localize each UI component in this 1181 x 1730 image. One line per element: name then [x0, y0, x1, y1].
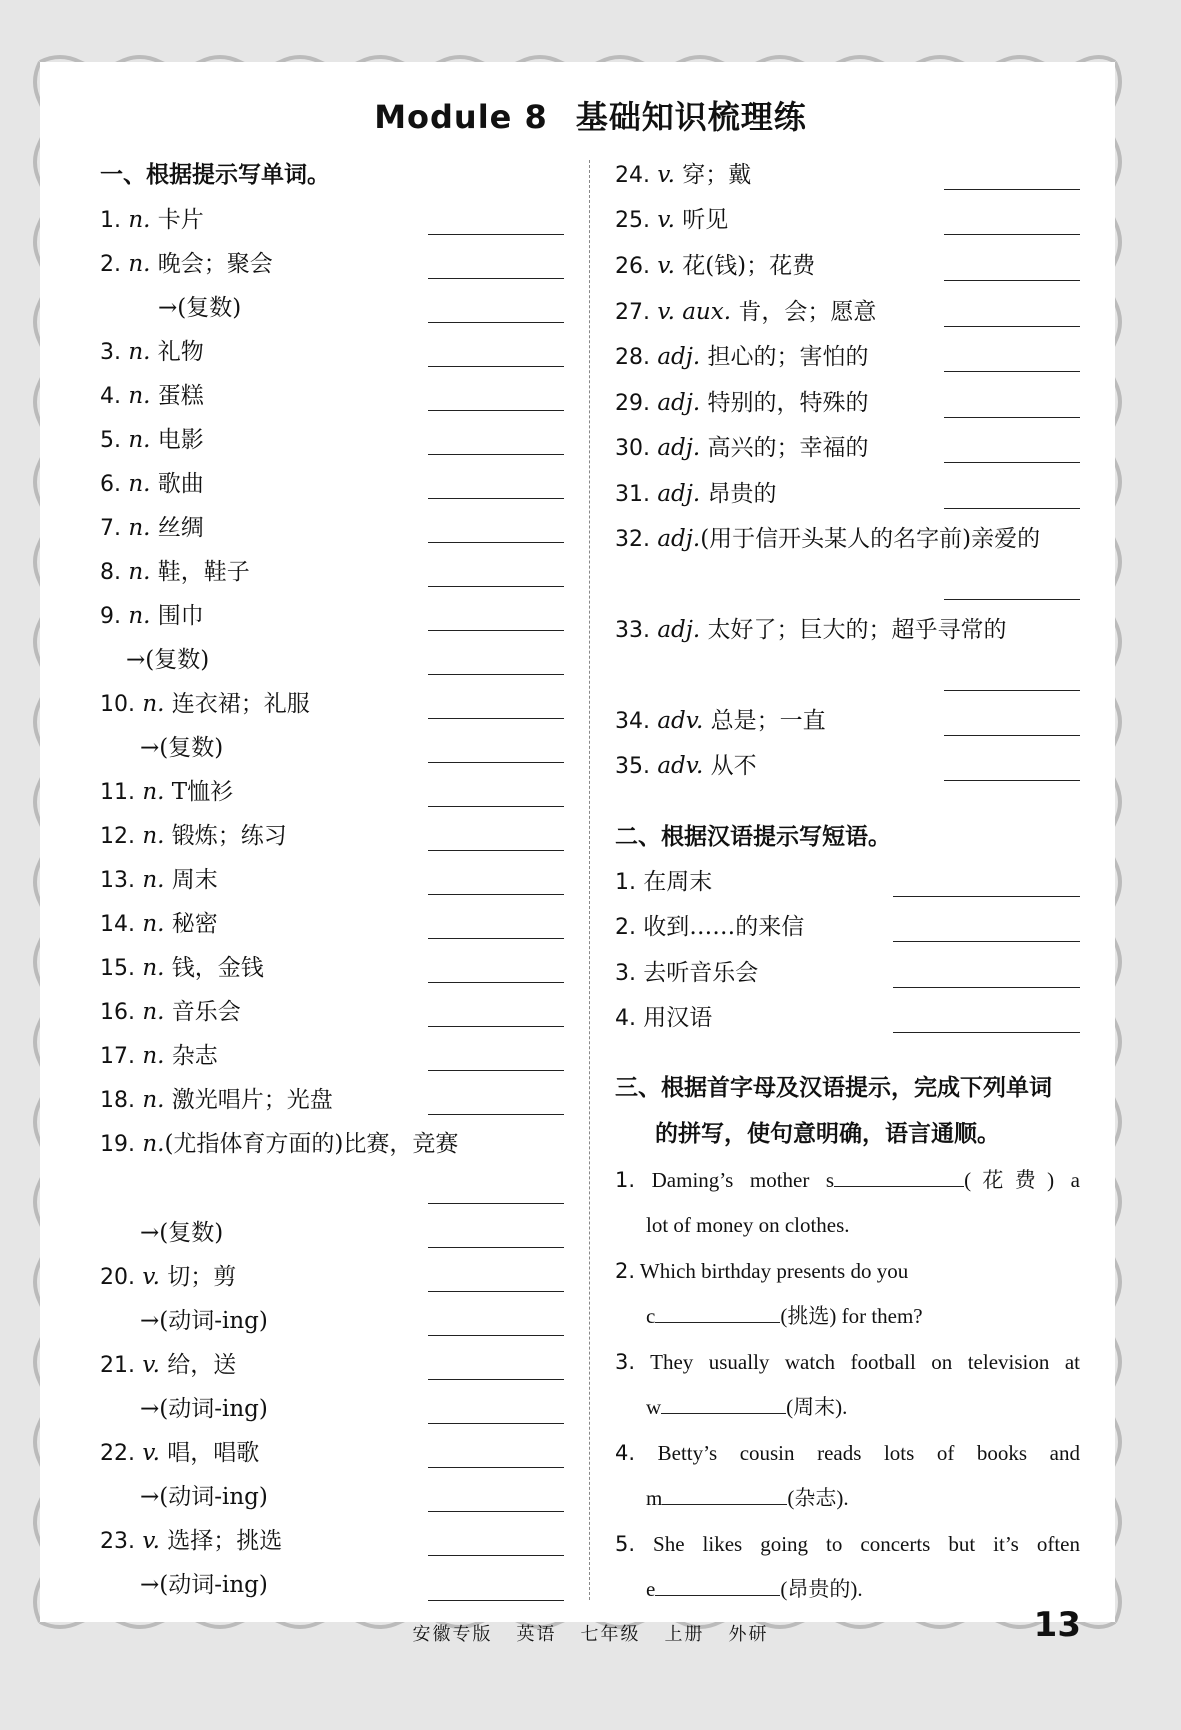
word-item: 6. n. 歌曲	[100, 471, 204, 497]
fill-blank[interactable]	[661, 1387, 786, 1414]
answer-blank[interactable]	[428, 630, 564, 631]
page-number: 13	[1033, 1605, 1081, 1645]
sentence-4-cont: m (杂志).	[646, 1476, 849, 1521]
footer-grade: 七年级	[580, 1624, 641, 1645]
answer-blank[interactable]	[428, 938, 564, 939]
footer-publisher: 外研	[728, 1624, 769, 1645]
word-sub-item: →(复数)	[126, 647, 210, 673]
word-item: 35. adv. 从不	[615, 753, 757, 779]
answer-blank[interactable]	[944, 371, 1080, 372]
word-item: 29. adj. 特别的，特殊的	[615, 390, 869, 416]
answer-blank[interactable]	[428, 894, 564, 895]
answer-blank[interactable]	[428, 1335, 564, 1336]
sentence-2-cont: c (挑选) for them?	[646, 1294, 923, 1339]
section1-heading: 一、根据提示写单词。	[100, 162, 330, 188]
section2-heading: 二、根据汉语提示写短语。	[615, 824, 891, 850]
word-item: 4. n. 蛋糕	[100, 383, 204, 409]
phrase-item: 1. 在周末	[615, 869, 713, 895]
word-item: 11. n. T恤衫	[100, 779, 234, 805]
answer-blank[interactable]	[428, 498, 564, 499]
word-item: 9. n. 围巾	[100, 603, 204, 629]
answer-blank[interactable]	[944, 280, 1080, 281]
title-module: Module 8	[374, 98, 548, 136]
word-sub-item: →(动词-ing)	[140, 1484, 268, 1510]
answer-blank[interactable]	[944, 599, 1080, 600]
sentence-5: 5. She likes going to concerts but it’s often	[615, 1532, 1080, 1556]
word-item: 23. v. 选择；挑选	[100, 1528, 283, 1554]
answer-blank[interactable]	[428, 1247, 564, 1248]
sentence-1: 1. Daming’s mother s (花费) a	[615, 1158, 1080, 1203]
section3-heading: 三、根据首字母及汉语提示，完成下列单词	[615, 1075, 1052, 1101]
word-sub-item: →(复数)	[158, 295, 242, 321]
page-title	[0, 92, 1181, 138]
word-sub-item: →(动词-ing)	[140, 1308, 268, 1334]
answer-blank[interactable]	[428, 1511, 564, 1512]
word-sub-item: →(复数)	[140, 1220, 224, 1246]
phrase-item: 3. 去听音乐会	[615, 960, 759, 986]
answer-blank[interactable]	[944, 462, 1080, 463]
answer-blank[interactable]	[944, 234, 1080, 235]
answer-blank[interactable]	[428, 278, 564, 279]
answer-blank[interactable]	[893, 896, 1080, 897]
answer-blank[interactable]	[944, 189, 1080, 190]
answer-blank[interactable]	[428, 1379, 564, 1380]
answer-blank[interactable]	[944, 735, 1080, 736]
answer-blank[interactable]	[428, 1070, 564, 1071]
word-item: 32. adj.(用于信开头某人的名字前)亲爱的	[615, 526, 1041, 552]
answer-blank[interactable]	[428, 1600, 564, 1601]
word-item: 7. n. 丝绸	[100, 515, 204, 541]
word-item: 26. v. 花(钱)；花费	[615, 253, 816, 279]
answer-blank[interactable]	[428, 1423, 564, 1424]
answer-blank[interactable]	[428, 1555, 564, 1556]
answer-blank[interactable]	[893, 987, 1080, 988]
word-item: 30. adj. 高兴的；幸福的	[615, 435, 869, 461]
word-item: 2. n. 晚会；聚会	[100, 251, 273, 277]
word-item: 10. n. 连衣裙；礼服	[100, 691, 310, 717]
word-item: 5. n. 电影	[100, 427, 204, 453]
answer-blank[interactable]	[428, 718, 564, 719]
sentence-4: 4. Betty’s cousin reads lots of books and	[615, 1441, 1080, 1465]
section3-heading-cont: 的拼写，使句意明确，语言通顺。	[655, 1121, 1000, 1147]
answer-blank[interactable]	[428, 322, 564, 323]
page-footer	[0, 1620, 1181, 1646]
answer-blank[interactable]	[428, 586, 564, 587]
answer-blank[interactable]	[428, 1203, 564, 1204]
answer-blank[interactable]	[428, 234, 564, 235]
fill-blank[interactable]	[834, 1160, 964, 1187]
answer-blank[interactable]	[944, 780, 1080, 781]
phrase-item: 4. 用汉语	[615, 1005, 713, 1031]
word-item: 33. adj. 太好了；巨大的；超乎寻常的	[615, 617, 1007, 643]
answer-blank[interactable]	[428, 850, 564, 851]
answer-blank[interactable]	[428, 410, 564, 411]
title-chinese: 基础知识梳理练	[575, 98, 807, 136]
word-item: 1. n. 卡片	[100, 207, 204, 233]
word-sub-item: →(复数)	[140, 735, 224, 761]
word-item: 12. n. 锻炼；练习	[100, 823, 287, 849]
sentence-2: 2. Which birthday presents do you	[615, 1259, 909, 1283]
word-item: 19. n.(尤指体育方面的)比赛，竞赛	[100, 1131, 459, 1157]
word-item: 25. v. 听见	[615, 207, 729, 233]
fill-blank[interactable]	[662, 1478, 787, 1505]
answer-blank[interactable]	[428, 1467, 564, 1468]
word-item: 21. v. 给，送	[100, 1352, 237, 1378]
word-item: 17. n. 杂志	[100, 1043, 218, 1069]
answer-blank[interactable]	[428, 674, 564, 675]
column-divider	[589, 160, 590, 1600]
answer-blank[interactable]	[428, 762, 564, 763]
footer-volume: 上册	[664, 1624, 705, 1645]
fill-blank[interactable]	[655, 1296, 780, 1323]
sentence-5-cont: e (昂贵的).	[646, 1567, 863, 1612]
fill-blank[interactable]	[655, 1569, 780, 1596]
footer-edition: 安徽专版	[412, 1624, 493, 1645]
answer-blank[interactable]	[428, 982, 564, 983]
word-item: 14. n. 秘密	[100, 911, 218, 937]
word-item: 20. v. 切；剪	[100, 1264, 237, 1290]
word-item: 8. n. 鞋，鞋子	[100, 559, 250, 585]
word-item: 34. adv. 总是；一直	[615, 708, 826, 734]
answer-blank[interactable]	[944, 508, 1080, 509]
answer-blank[interactable]	[893, 1032, 1080, 1033]
footer-subject: 英语	[516, 1624, 557, 1645]
answer-blank[interactable]	[944, 690, 1080, 691]
word-sub-item: →(动词-ing)	[140, 1572, 268, 1598]
answer-blank[interactable]	[893, 941, 1080, 942]
word-item: 24. v. 穿；戴	[615, 162, 752, 188]
sentence-3: 3. They usually watch football on television at	[615, 1350, 1080, 1374]
word-item: 31. adj. 昂贵的	[615, 481, 777, 507]
answer-blank[interactable]	[428, 1291, 564, 1292]
word-item: 13. n. 周末	[100, 867, 218, 893]
word-item: 18. n. 激光唱片；光盘	[100, 1087, 333, 1113]
word-item: 16. n. 音乐会	[100, 999, 241, 1025]
answer-blank[interactable]	[428, 454, 564, 455]
sentence-3-cont: w (周末).	[646, 1385, 847, 1430]
answer-blank[interactable]	[428, 1114, 564, 1115]
sentence-1-cont: lot of money on clothes.	[646, 1213, 850, 1237]
answer-blank[interactable]	[428, 542, 564, 543]
word-item: 3. n. 礼物	[100, 339, 204, 365]
word-item: 28. adj. 担心的；害怕的	[615, 344, 869, 370]
phrase-item: 2. 收到……的来信	[615, 914, 805, 940]
word-item: 15. n. 钱，金钱	[100, 955, 264, 981]
answer-blank[interactable]	[428, 806, 564, 807]
answer-blank[interactable]	[428, 1026, 564, 1027]
word-item: 22. v. 唱，唱歌	[100, 1440, 260, 1466]
word-sub-item: →(动词-ing)	[140, 1396, 268, 1422]
word-item: 27. v. aux. 肯，会；愿意	[615, 299, 877, 325]
answer-blank[interactable]	[944, 326, 1080, 327]
answer-blank[interactable]	[944, 417, 1080, 418]
answer-blank[interactable]	[428, 366, 564, 367]
